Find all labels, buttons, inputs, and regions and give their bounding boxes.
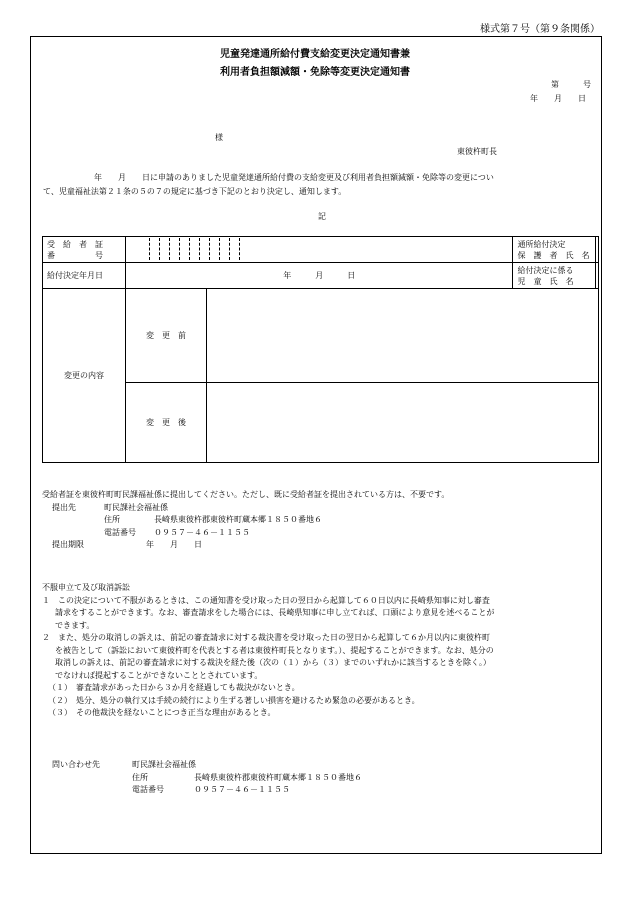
guardian-name-field[interactable]	[596, 237, 599, 263]
recipient-number-field[interactable]	[126, 237, 513, 263]
appeal-item-2: （２） 処分、処分の執行又は手続の続行により生ずる著しい損害を避けるため緊急の必要があるとき。	[48, 695, 420, 705]
submit-phone-label: 電話番号	[104, 527, 136, 537]
decision-date-label: 給付決定年月日	[43, 263, 126, 289]
issuer: 東彼杵町長	[457, 147, 497, 156]
digit-box	[210, 238, 220, 260]
appeal-p1-line-1: １ この決定について不服があるときは、この通知書を受け取った日の翌日から起算して６０日以内に長崎県知事に対し審査	[42, 595, 490, 605]
appeal-p1-line-2: 請求をすることができます。なお、審査請求をした場合には、長崎県知事に申し立てれば、口頭により意見を述べることが	[55, 608, 495, 617]
submit-instruction: 受給者証を東彼杵町町民課福祉係に提出してください。ただし、既に受給者証を提出されている方は、不要です。	[42, 490, 450, 499]
decision-date-value[interactable]: 年 月 日	[126, 263, 513, 289]
digit-box	[240, 238, 249, 260]
contact-label: 問い合わせ先	[52, 760, 100, 769]
recipient-number-label-2: 番 号	[47, 250, 103, 260]
recipient-number-label	[43, 237, 126, 263]
guardian-label-1: 通所給付決定	[517, 239, 566, 249]
recipient-number-label-1: 受 給 者 証	[47, 239, 103, 249]
intro-line-2: て、児童福祉法第２１条の５の７の規定に基づき下記のとおり決定し、通知します。	[43, 187, 347, 196]
digit-box	[180, 238, 190, 260]
submit-dest-value: 町民課社会福祉係	[104, 502, 168, 512]
form-id: 様式第７号（第９条関係）	[480, 24, 600, 35]
addressee-suffix: 様	[215, 133, 223, 142]
appeal-p2-line-2: を被告として（訴訟において東彼杵町を代表とする者は東彼杵町長となります。）、提起することができます。なお、処分の	[55, 645, 494, 655]
contact-phone-value: ０９５７－４６－１１５５	[194, 785, 290, 794]
submit-address-value: 長崎県東彼杵郡東彼杵町蔵本郷１８５０番地６	[154, 515, 322, 524]
child-name-label	[513, 263, 596, 289]
intro-line-1: 年 月 日に申請のありました児童発達通所給付費の支給変更及び利用者負担額減額・免除等の変更につい	[94, 173, 494, 182]
submit-section	[42, 489, 449, 552]
title-line-1: 児童発達通所給付費支給変更決定通知書兼	[220, 49, 410, 60]
guardian-label-2: 保 護 者 氏 名	[517, 250, 590, 260]
appeal-section	[42, 582, 494, 720]
digit-box	[190, 238, 200, 260]
submit-deadline-label: 提出期限	[52, 540, 84, 549]
after-change-label: 変 更 後	[126, 383, 207, 463]
contact-address-value: 長崎県東彼杵郡東彼杵町蔵本郷１８５０番地６	[194, 772, 362, 782]
submit-dest-label: 提出先	[52, 502, 76, 512]
digit-box	[140, 238, 150, 260]
change-content-label: 変更の内容	[43, 289, 126, 463]
child-label-1: 給付決定に係る	[517, 265, 574, 275]
digit-box	[150, 238, 160, 260]
contact-phone-label: 電話番号	[132, 785, 164, 794]
appeal-p2-line-3: 取消しの訴えは、前記の審査請求に対する裁決を経た後（次の（１）から（３）までのいずれかに該当するときを除く。）	[55, 658, 491, 667]
guardian-name-label	[513, 237, 596, 263]
digit-box	[230, 238, 240, 260]
after-change-field[interactable]	[207, 383, 599, 463]
appeal-p1-line-3: できます。	[55, 620, 95, 630]
title-line-2: 利用者負担額減額・免除等変更決定通知書	[220, 67, 410, 78]
decision-table	[42, 236, 599, 463]
submit-deadline-value: 年 月 日	[146, 540, 202, 549]
digit-box	[160, 238, 170, 260]
digit-box	[170, 238, 180, 260]
document-number: 第 号	[551, 80, 591, 89]
submit-phone-value: ０９５７－４６－１１５５	[154, 527, 250, 537]
child-name-field[interactable]	[596, 263, 599, 289]
submit-address-label: 住所	[104, 515, 120, 524]
appeal-p2-line-4: でなければ提起することができないこととされています。	[55, 670, 263, 680]
ki-marker: 記	[318, 212, 326, 221]
digit-box	[220, 238, 230, 260]
digit-box	[200, 238, 210, 260]
appeal-item-3: （３） その他裁決を経ないことにつき正当な理由があるとき。	[48, 708, 276, 717]
issue-date: 年 月 日	[530, 94, 586, 103]
contact-dept: 町民課社会福祉係	[132, 760, 196, 769]
appeal-heading: 不服申立て及び取消訴訟	[42, 583, 130, 592]
appeal-p2-line-1: ２ また、処分の取消しの訴えは、前記の審査請求に対する裁決書を受け取った日の翌日から起算して６か月以内に東彼杵町	[42, 633, 490, 642]
appeal-item-1: （１） 審査請求があった日から３か月を経過しても裁決がないとき。	[48, 683, 300, 692]
child-label-2: 児 童 氏 名	[517, 276, 574, 286]
before-change-field[interactable]	[207, 289, 599, 383]
before-change-label: 変 更 前	[126, 289, 207, 383]
contact-address-label: 住所	[132, 772, 148, 782]
